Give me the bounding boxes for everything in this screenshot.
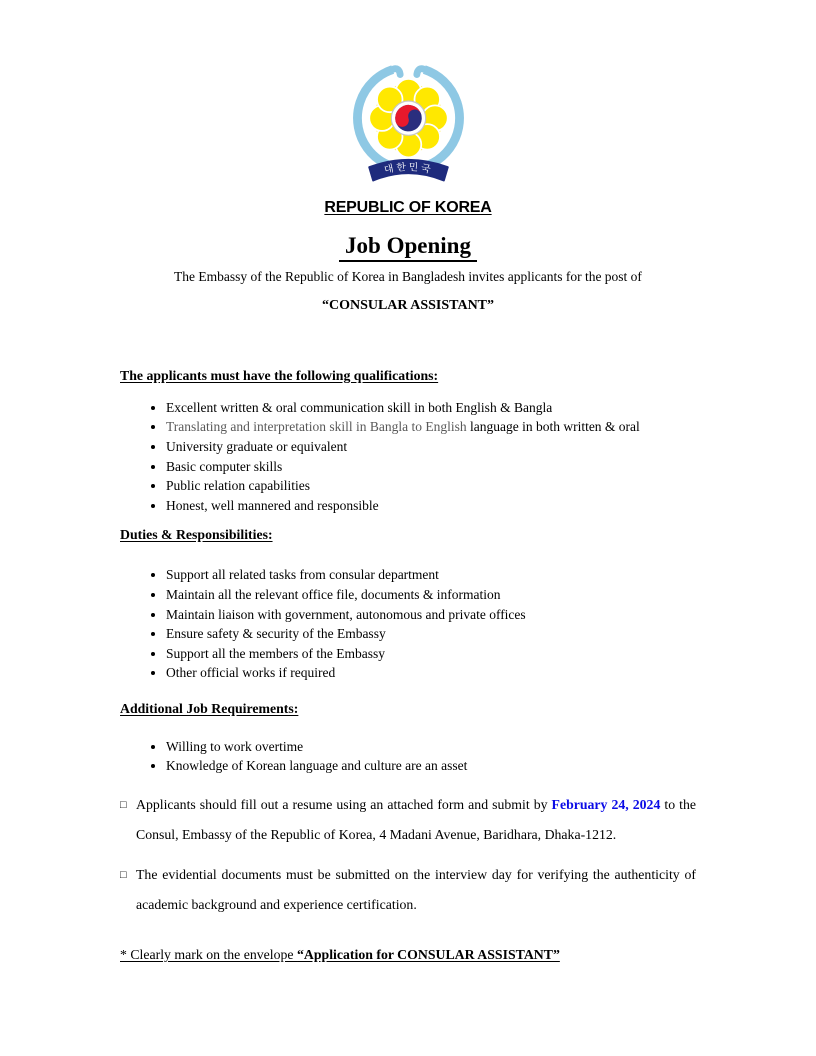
additional-list <box>120 737 696 776</box>
duties-list <box>120 565 696 683</box>
list-item: • Honest, well mannered and responsible <box>166 496 696 516</box>
deadline-text: February 24, 2024 <box>551 797 661 813</box>
list-item: • Basic computer skills <box>166 457 696 477</box>
square-bullet-icon: □ <box>120 869 127 882</box>
list-item: • Excellent written & oral communication skill in both English & Bangla <box>166 398 696 418</box>
korea-emblem-icon <box>330 62 487 192</box>
list-item: • Support all related tasks from consular department <box>166 565 696 585</box>
logo-caption: REPUBLIC OF KOREA <box>324 199 492 216</box>
muted-text: Translating and interpretation skill in Bangla to English <box>166 419 467 435</box>
emblem-hook-left <box>393 69 400 75</box>
square-bullet-icon: □ <box>120 799 127 812</box>
list-item: • Maintain liaison with government, autonomous and private offices <box>166 605 696 625</box>
list-item: • Knowledge of Korean language and culture are an asset <box>166 756 696 776</box>
note-submission: □ Applicants should fill out a resume using an attached form and submit by February 24, 2024 to the Consul, Embassy of the Republic of Korea, 4 Madani Avenue, Baridhara, Dhaka-1212. <box>120 790 696 850</box>
subtitle: The Embassy of the Republic of Korea in Bangladesh invites applicants for the post of <box>174 268 642 284</box>
emblem-banner <box>369 160 448 181</box>
list-item: • University graduate or equivalent <box>166 437 696 457</box>
taegeuk-icon <box>391 101 425 135</box>
section-heading-additional: Additional Job Requirements: <box>120 700 299 716</box>
emblem-hook-right <box>416 69 423 75</box>
list-item: • Public relation capabilities <box>166 476 696 496</box>
list-item: • Willing to work overtime <box>166 737 696 757</box>
note-evidential-documents: □ The evidential documents must be submitted on the interview day for verifying the authenticity of academic background and experience certification. <box>120 860 696 920</box>
list-item: • Support all the members of the Embassy <box>166 644 696 664</box>
list-item: • Translating and interpretation skill in Bangla to English language in both written & oral <box>166 417 696 437</box>
envelope-instruction: * Clearly mark on the envelope “Application for CONSULAR ASSISTANT” <box>120 947 560 963</box>
section-heading-duties: Duties & Responsibilities: <box>120 527 273 543</box>
qualifications-list <box>120 398 696 516</box>
post-title: “CONSULAR ASSISTANT” <box>321 297 495 313</box>
envelope-instruction-emphasis: “Application for CONSULAR ASSISTANT” <box>297 947 560 963</box>
logo-block <box>120 0 696 217</box>
list-item: • Ensure safety & security of the Embassy <box>166 624 696 644</box>
list-item: • Other official works if required <box>166 663 696 683</box>
emblem-banner-text: 대한민국 <box>382 161 434 177</box>
list-item: • Maintain all the relevant office file, documents & information <box>166 585 696 605</box>
section-heading-qualifications: The applicants must have the following qualifications: <box>120 367 439 383</box>
page-title: Job Opening <box>339 233 477 262</box>
